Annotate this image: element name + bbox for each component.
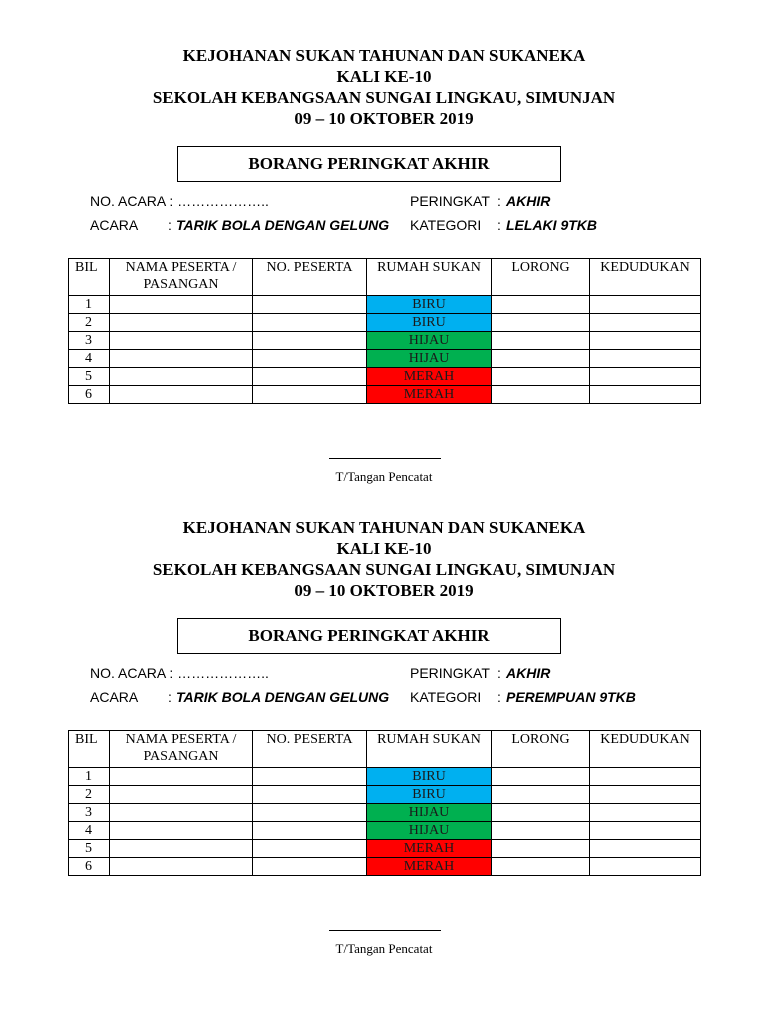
no-peserta-cell <box>253 822 367 840</box>
col-kedudukan: KEDUDUKAN <box>590 731 701 768</box>
table-row <box>69 822 701 840</box>
event-date: 09 – 10 OKTOBER 2019 <box>294 109 474 128</box>
rumah-sukan-cell: MERAH <box>367 840 492 858</box>
col-bil: BIL <box>69 731 110 768</box>
rumah-sukan-cell: HIJAU <box>367 332 492 350</box>
acara-label: ACARA <box>90 689 139 705</box>
lorong-cell <box>492 350 590 368</box>
school-name: SEKOLAH KEBANGSAAN SUNGAI LINGKAU, SIMUNJAN <box>152 560 616 579</box>
nama-peserta-cell <box>110 350 253 368</box>
signature-line <box>329 458 441 459</box>
lorong-cell <box>492 386 590 404</box>
peringkat-label: PERINGKAT <box>410 193 490 209</box>
kategori-colon: : <box>497 689 501 705</box>
col-lorong: LORONG <box>492 731 590 768</box>
table-row <box>69 332 701 350</box>
form-title: BORANG PERINGKAT AKHIR <box>177 146 561 182</box>
kategori-colon: : <box>497 217 501 233</box>
bil-cell: 4 <box>69 822 110 840</box>
lorong-cell <box>492 858 590 876</box>
peringkat-colon: : <box>497 665 501 681</box>
bil-cell: 5 <box>69 840 110 858</box>
kategori-value: LELAKI 9TKB <box>506 217 597 233</box>
col-nama-peserta: NAMA PESERTA / PASANGAN <box>110 731 253 768</box>
bil-cell: 3 <box>69 804 110 822</box>
peringkat-value: AKHIR <box>506 193 551 209</box>
bil-cell: 4 <box>69 350 110 368</box>
col-no-peserta: NO. PESERTA <box>253 731 367 768</box>
rumah-sukan-cell: BIRU <box>367 768 492 786</box>
lorong-cell <box>492 840 590 858</box>
lorong-cell <box>492 822 590 840</box>
kedudukan-cell <box>590 368 701 386</box>
kedudukan-cell <box>590 350 701 368</box>
peringkat-label: PERINGKAT <box>410 665 490 681</box>
no-peserta-cell <box>253 840 367 858</box>
no-peserta-cell <box>253 804 367 822</box>
col-bil: BIL <box>69 259 110 296</box>
no-peserta-cell <box>253 386 367 404</box>
rumah-sukan-cell: HIJAU <box>367 804 492 822</box>
table-row <box>69 368 701 386</box>
event-title: KEJOHANAN SUKAN TAHUNAN DAN SUKANEKA <box>182 518 586 537</box>
lorong-cell <box>492 332 590 350</box>
no-peserta-cell <box>253 858 367 876</box>
kategori-label: KATEGORI <box>410 689 482 705</box>
no-peserta-cell <box>253 786 367 804</box>
bil-cell: 6 <box>69 386 110 404</box>
nama-peserta-cell <box>110 822 253 840</box>
table-row <box>69 768 701 786</box>
kedudukan-cell <box>590 332 701 350</box>
nama-peserta-cell <box>110 368 253 386</box>
event-date: 09 – 10 OKTOBER 2019 <box>294 581 474 600</box>
kedudukan-cell <box>590 804 701 822</box>
table-row <box>69 786 701 804</box>
lorong-cell <box>492 804 590 822</box>
rumah-sukan-cell: MERAH <box>367 386 492 404</box>
kedudukan-cell <box>590 296 701 314</box>
kedudukan-cell <box>590 822 701 840</box>
school-name: SEKOLAH KEBANGSAAN SUNGAI LINGKAU, SIMUNJAN <box>152 88 616 107</box>
rumah-sukan-cell: MERAH <box>367 858 492 876</box>
bil-cell: 2 <box>69 314 110 332</box>
kedudukan-cell <box>590 786 701 804</box>
acara-value: TARIK BOLA DENGAN GELUNG <box>176 217 390 233</box>
table-row <box>69 314 701 332</box>
lorong-cell <box>492 368 590 386</box>
table-row <box>69 840 701 858</box>
table-row <box>69 350 701 368</box>
nama-peserta-cell <box>110 786 253 804</box>
bil-cell: 3 <box>69 332 110 350</box>
table-row <box>69 858 701 876</box>
event-title: KEJOHANAN SUKAN TAHUNAN DAN SUKANEKA <box>182 46 586 65</box>
bil-cell: 6 <box>69 858 110 876</box>
table-header-row <box>69 731 701 768</box>
kedudukan-cell <box>590 840 701 858</box>
lorong-cell <box>492 768 590 786</box>
rumah-sukan-cell: BIRU <box>367 314 492 332</box>
table-row <box>69 804 701 822</box>
col-kedudukan: KEDUDUKAN <box>590 259 701 296</box>
kedudukan-cell <box>590 858 701 876</box>
table-row <box>69 386 701 404</box>
acara-colon: : <box>168 689 172 705</box>
rumah-sukan-cell: BIRU <box>367 786 492 804</box>
col-lorong: LORONG <box>492 259 590 296</box>
no-peserta-cell <box>253 350 367 368</box>
results-table <box>68 730 701 876</box>
results-table <box>68 258 701 404</box>
no-peserta-cell <box>253 368 367 386</box>
peringkat-colon: : <box>497 193 501 209</box>
bil-cell: 5 <box>69 368 110 386</box>
table-row <box>69 296 701 314</box>
bil-cell: 1 <box>69 296 110 314</box>
event-edition: KALI KE-10 <box>336 67 432 86</box>
lorong-cell <box>492 296 590 314</box>
nama-peserta-cell <box>110 296 253 314</box>
kategori-value: PEREMPUAN 9TKB <box>506 689 636 705</box>
bil-cell: 1 <box>69 768 110 786</box>
col-rumah-sukan: RUMAH SUKAN <box>367 259 492 296</box>
nama-peserta-cell <box>110 314 253 332</box>
col-no-peserta: NO. PESERTA <box>253 259 367 296</box>
kategori-label: KATEGORI <box>410 217 482 233</box>
lorong-cell <box>492 786 590 804</box>
acara-label: ACARA <box>90 217 139 233</box>
nama-peserta-cell <box>110 858 253 876</box>
kedudukan-cell <box>590 768 701 786</box>
col-rumah-sukan: RUMAH SUKAN <box>367 731 492 768</box>
signature-label: T/Tangan Pencatat <box>335 941 433 956</box>
no-acara-field: NO. ACARA : ……………….. <box>90 193 269 209</box>
no-peserta-cell <box>253 296 367 314</box>
lorong-cell <box>492 314 590 332</box>
peringkat-value: AKHIR <box>506 665 551 681</box>
no-peserta-cell <box>253 314 367 332</box>
nama-peserta-cell <box>110 804 253 822</box>
rumah-sukan-cell: BIRU <box>367 296 492 314</box>
acara-colon: : <box>168 217 172 233</box>
no-acara-field: NO. ACARA : ……………….. <box>90 665 269 681</box>
nama-peserta-cell <box>110 386 253 404</box>
nama-peserta-cell <box>110 768 253 786</box>
rumah-sukan-cell: MERAH <box>367 368 492 386</box>
signature-label: T/Tangan Pencatat <box>335 469 433 484</box>
table-header-row <box>69 259 701 296</box>
nama-peserta-cell <box>110 840 253 858</box>
signature-line <box>329 930 441 931</box>
rumah-sukan-cell: HIJAU <box>367 350 492 368</box>
rumah-sukan-cell: HIJAU <box>367 822 492 840</box>
bil-cell: 2 <box>69 786 110 804</box>
no-peserta-cell <box>253 768 367 786</box>
no-peserta-cell <box>253 332 367 350</box>
kedudukan-cell <box>590 314 701 332</box>
event-edition: KALI KE-10 <box>336 539 432 558</box>
kedudukan-cell <box>590 386 701 404</box>
col-nama-peserta: NAMA PESERTA / PASANGAN <box>110 259 253 296</box>
acara-value: TARIK BOLA DENGAN GELUNG <box>176 689 390 705</box>
form-title: BORANG PERINGKAT AKHIR <box>177 618 561 654</box>
nama-peserta-cell <box>110 332 253 350</box>
